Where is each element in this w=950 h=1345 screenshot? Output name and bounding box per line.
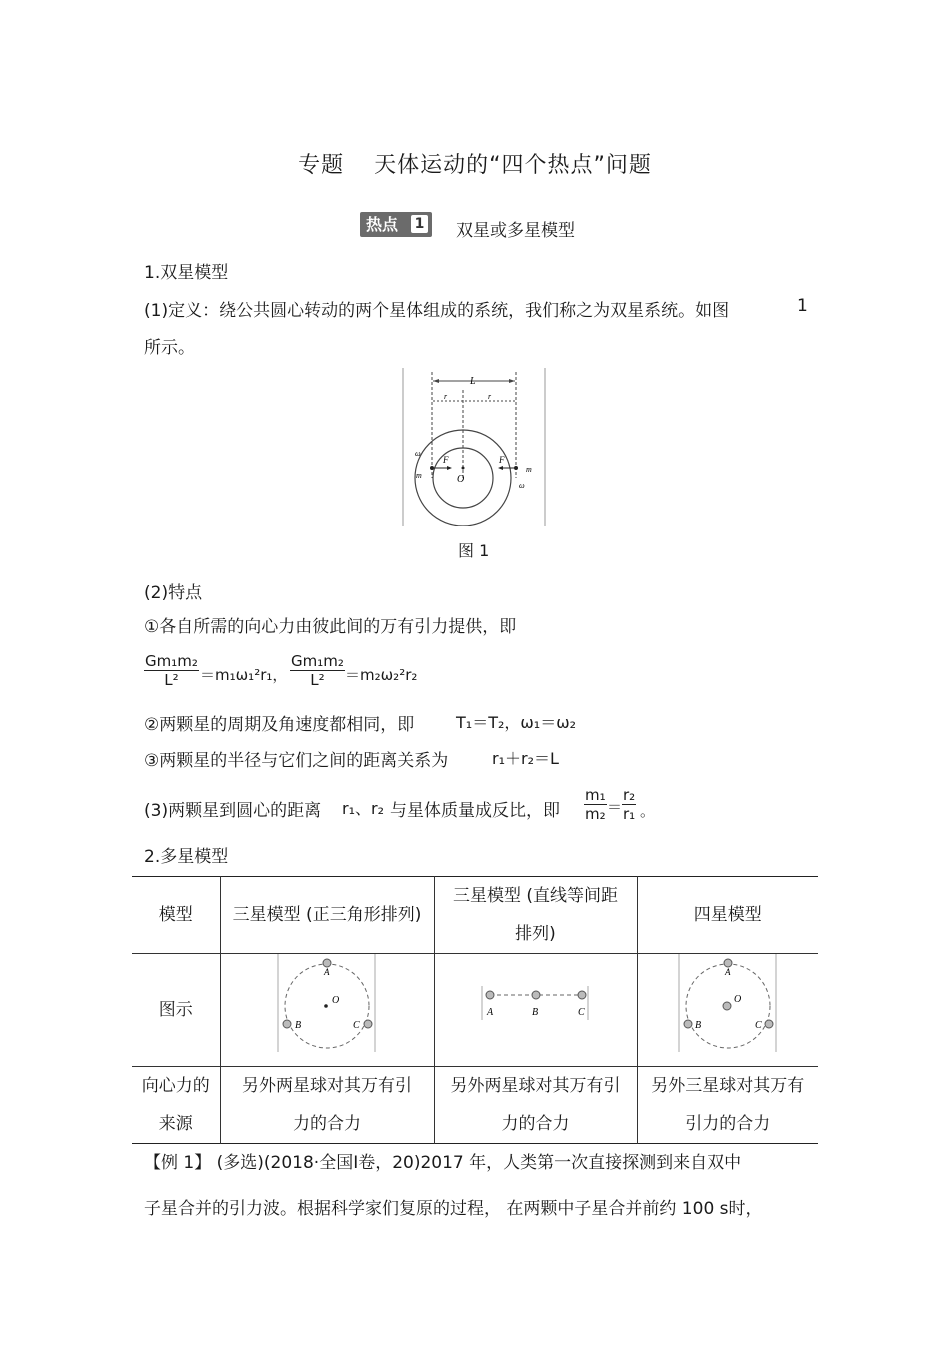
svg-text:B: B [694,1020,701,1031]
eq1-denominator: L² [164,671,179,689]
table-row [132,1067,818,1144]
equation-1-fraction [144,652,199,689]
page-title: 专题 天体运动的“四个热点”问题 [298,153,652,178]
hotspot-heading: 双星或多星模型 [456,221,575,241]
label-omega2: ω [519,481,525,490]
definition-line-1: (1)定义：绕公共圆心转动的两个星体组成的系统，我们称之为双星系统。如图 [144,301,730,321]
header-linear: 三星模型 (直线等间距排列) [434,877,637,954]
property-3-text-2: 与星体质量成反比，即 [390,801,560,821]
four-star-force-source: 另外三星球对其万有引力的合力 [637,1067,818,1144]
definition-figure-number: 1 [797,296,808,316]
label-m1: m [416,471,422,480]
row-diagram-label: 图示 [158,1000,193,1020]
feature-1-text: ①各自所需的向心力由彼此间的万有引力提供，即 [144,617,517,637]
svg-text:C: C [577,1007,585,1018]
svg-text:A: A [724,967,731,977]
hotspot-badge [360,212,432,237]
label-F2: F [499,455,505,465]
label-omega1: ω [415,449,421,458]
label-O: O [457,474,465,485]
triangle-force-source: 另外两星球对其万有引力的合力 [220,1067,434,1144]
feature-3-text: ③两颗星的半径与它们之间的距离关系为 [144,751,449,771]
definition-line-2: 所示。 [144,338,195,358]
linear-diagram-cell [434,954,637,1067]
label-r1: r [444,392,448,401]
svg-text:O: O [733,994,741,1005]
feature-3-equation: r₁＋r₂＝L [492,749,559,768]
svg-text:C: C [754,1020,762,1031]
label-r2: r [488,392,492,401]
svg-text:A: A [324,967,330,977]
eq2-denominator: L² [310,671,325,689]
equation-2-rhs: ＝m₂ω₂²r₂ [345,666,418,684]
four-star-diagram-cell [637,954,818,1067]
svg-text:C: C [353,1020,360,1031]
header-triangle: 三星模型 (正三角形排列) [220,877,434,954]
header-model: 模型 [158,905,193,925]
equation-1-rhs: ＝m₁ω₁²r₁， [200,666,288,684]
binary-star-figure [402,368,548,526]
linear-diagram [481,986,591,1020]
header-four-star: 四星模型 [637,877,818,954]
hotspot-word: 热点 [366,215,399,234]
linear-force-source: 另外两星球对其万有引力的合力 [434,1067,637,1144]
radius-ratio-fraction: $\frac{\text{r₂}}{\text{r₁}}$ [623,786,636,823]
four-star-diagram [678,954,778,1052]
features-heading: (2)特点 [144,583,203,603]
row-force-source-label: 向心力的来源 [141,1076,210,1134]
table-row [132,877,818,954]
feature-2-equation: T₁＝T₂，ω₁＝ω₂ [456,713,577,732]
table-row [132,954,818,1067]
label-F1: F [443,455,449,465]
label-L: L [470,376,476,387]
hotspot-number: 1 [411,215,428,233]
example-line-2: 子星合并的引力波。根据科学家们复原的过程， 在两颗中子星合并前约 100 s时， [144,1199,763,1219]
property-3-text: (3)两颗星到圆心的距离 [144,801,322,821]
eq2-numerator: Gm₁m₂ [291,652,344,670]
svg-text:B: B [295,1020,302,1031]
label-m2: m [526,465,532,474]
section-2-heading: 2.多星模型 [144,847,229,867]
equation-2-fraction [290,652,345,689]
property-3-vars: r₁、r₂ [342,799,384,818]
multi-star-table [132,876,818,1144]
mass-ratio-fraction: $\frac{\text{m₁}}{\text{m₂}}$ [585,786,606,823]
equals-sign: ＝ [607,798,623,816]
figure-1-caption: 图 1 [458,541,490,560]
eq1-numerator: Gm₁m₂ [145,652,198,670]
svg-text:A: A [486,1007,493,1018]
section-1-heading: 1.双星模型 [144,263,229,283]
svg-text:O: O [332,995,340,1006]
triangle-diagram-cell [220,954,434,1067]
svg-text:B: B [531,1007,538,1018]
triangle-diagram [277,954,377,1052]
example-line-1: 【例 1】 (多选)(2018·全国Ⅰ卷，20)2017 年，人类第一次直接探测到来自双中 [144,1153,742,1173]
period-mark: 。 [640,802,656,820]
feature-2-text: ②两颗星的周期及角速度都相同，即 [144,715,415,735]
